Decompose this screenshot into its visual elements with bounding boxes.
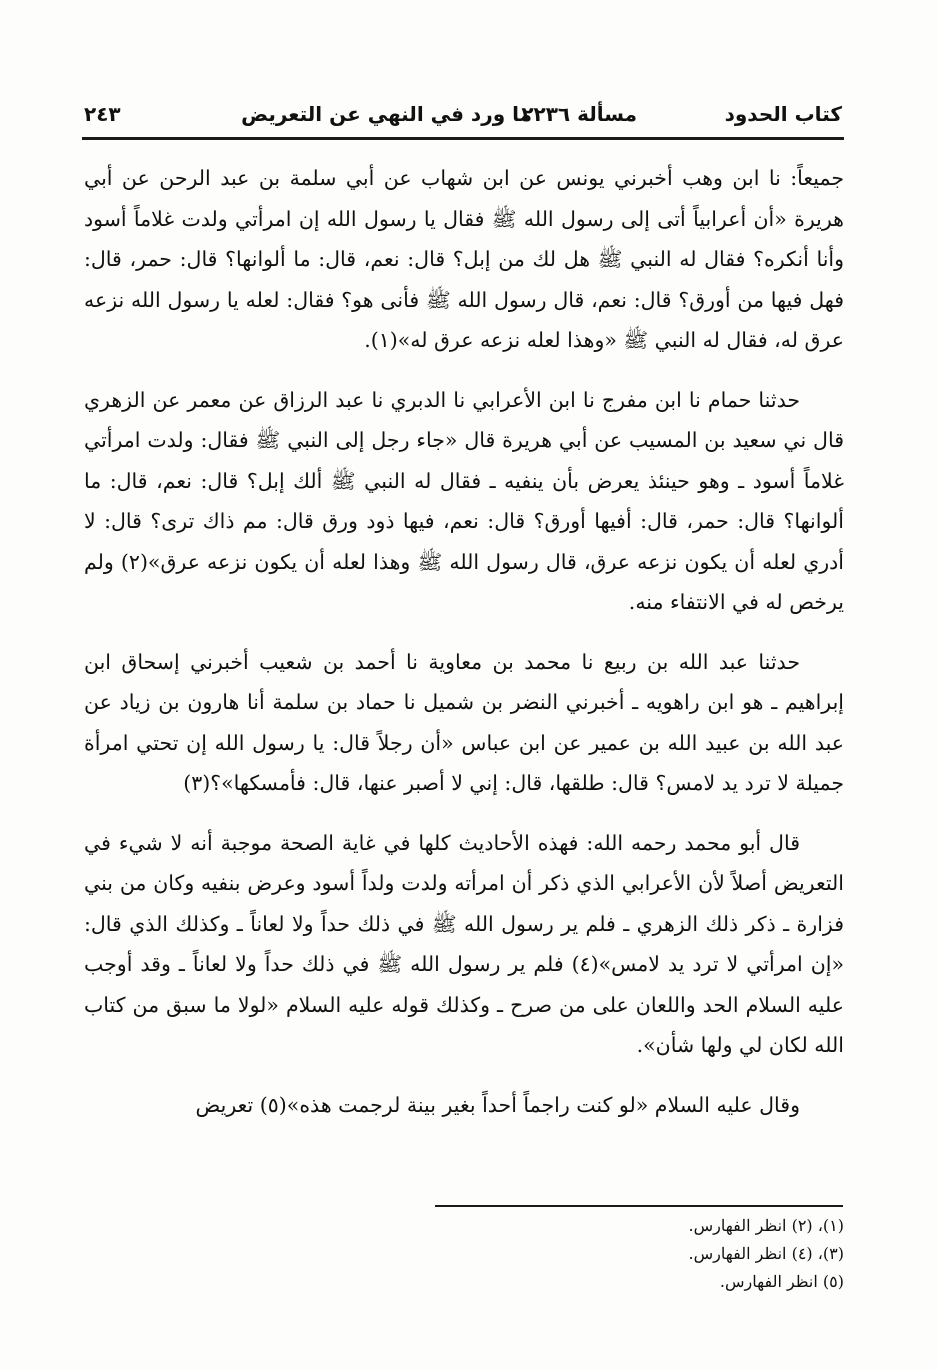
page-number: ٢٤٣	[84, 102, 121, 126]
footnote-3: (٥) انظر الفهارس.	[719, 1272, 844, 1291]
footnotes	[444, 1212, 844, 1296]
header-rule	[82, 137, 844, 140]
paragraph-3: حدثنا عبد الله بن ربيع نا محمد بن معاوية نا أحمد بن شعيب أخبرني إسحاق ابن إبراهيم ـ هو ابن راهويه ـ أخبرني النضر بن شميل نا حماد بن سلمة أنا هارون بن زياد عن عبد الله بن عبيد الله بن عمير عن ابن عباس «أن رجلاً قال: يا رسول الله إن تحتي امرأة جميلة لا ترد يد لامس؟ قال: طلقها، قال: إني لا أصبر عنها، قال: فأمسكها»؟(٣)	[84, 649, 844, 795]
running-header	[84, 100, 842, 134]
paragraph-5: وقال عليه السلام «لو كنت راجماً أحداً بغير بينة لرجمت هذه»(٥) تعريض	[195, 1092, 800, 1117]
footnote-2: (٣)، (٤) انظر الفهارس.	[688, 1244, 844, 1263]
header-section-title: ما ورد في النهي عن التعريض	[241, 102, 532, 126]
paragraph-2: حدثنا حمام نا ابن مفرج نا ابن الأعرابي نا الدبري نا عبد الرزاق عن معمر عن الزهري قال ني سعيد بن المسيب عن أبي هريرة قال «جاء رجل إلى النبي ﷺ فقال: ولدت امرأتي غلاماً أسود ـ وهو حينئذ يعرض بأن ينفيه ـ فقال له النبي ﷺ ألك إبل؟ قال: نعم، قال: ما ألوانها؟ قال: حمر، قال: أفيها أورق؟ قال: نعم، فيها ذود ورق قال: مم ذاك ترى؟ قال: لا أدري لعله أن يكون نزعه عرق، قال رسول الله ﷺ وهذا لعله أن يكون نزعه عرق»(٢) ولم يرخص له في الانتفاء منه.	[84, 387, 844, 614]
header-issue-number: مسألة ٢٢٣٦	[521, 102, 637, 126]
paragraph-1: جميعاً: نا ابن وهب أخبرني يونس عن ابن شهاب عن أبي سلمة بن عبد الرحن عن أبي هريرة «أن أعرابياً أتى إلى رسول الله ﷺ فقال يا رسول الله إن امرأتي ولدت غلاماً أسود وأنا أنكره؟ فقال له النبي ﷺ هل لك من إبل؟ قال: نعم، قال: ما ألوانها؟ قال: حمر، قال: فهل فيها من أورق؟ قال: نعم، قال رسول الله ﷺ فأنى هو؟ فقال: لعله يا رسول الله نزعه عرق له، فقال له النبي ﷺ «وهذا لعله نزعه عرق له»(١).	[84, 166, 844, 352]
paragraph-4: قال أبو محمد رحمه الله: فهذه الأحاديث كلها في غاية الصحة موجبة أنه لا شيء في التعريض أصلاً لأن الأعرابي الذي ذكر أن امرأته ولدت ولداً أسود وعرض بنفيه وكان من بني فزارة ـ ذكر ذلك الزهري ـ فلم ير رسول الله ﷺ في ذلك حداً ولا لعاناً ـ وكذلك الذي قال: «إن امرأتي لا ترد يد لامس»(٤) فلم ير رسول الله ﷺ في ذلك حداً ولا لعاناً ـ وقد أوجب عليه السلام الحد واللعان على من صرح ـ وكذلك قوله عليه السلام «لولا ما سبق من كتاب الله لكان لي ولها شأن».	[84, 830, 844, 1057]
main-text	[84, 158, 844, 1125]
header-book-title: كتاب الحدود	[724, 102, 842, 126]
footnote-rule	[435, 1205, 843, 1207]
footnote-1: (١)، (٢) انظر الفهارس.	[688, 1216, 844, 1235]
